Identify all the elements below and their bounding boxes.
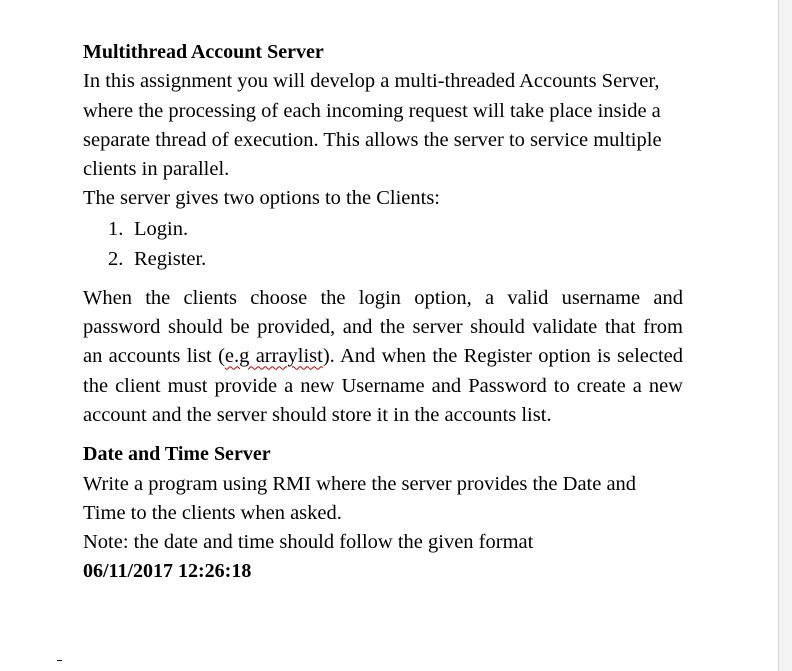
list-item xyxy=(108,214,683,245)
details-text-end: ). And when the Register option is selected the client must provide a new Username and Password to create a new account and the server should store it in the accounts list. xyxy=(83,345,684,426)
section-title-date-time-server: Date and Time Server xyxy=(83,443,271,466)
page-right-margin xyxy=(778,0,792,671)
document-content xyxy=(83,38,683,587)
list-item-label: Register. xyxy=(134,248,207,271)
details-text-start: When the clients choose the login option, a valid username and password should be provided, and the server should validate that from an accounts list ( xyxy=(83,286,683,368)
datetime-example: 06/11/2017 12:26:18 xyxy=(83,560,252,583)
list-item xyxy=(108,244,683,275)
details-paragraph xyxy=(83,284,683,430)
page-mark xyxy=(57,660,62,661)
intro-paragraph: In this assignment you will develop a multi-threaded Accounts Server, where the processing of each incoming request will take place inside a separate thread of execution. This allows the server to service multiple clients in parallel. xyxy=(83,70,662,181)
options-list xyxy=(83,214,683,275)
list-number: 1. xyxy=(108,217,124,240)
list-item-label: Login. xyxy=(134,217,189,240)
spellcheck-flagged-text: e.g arraylist xyxy=(224,345,323,368)
format-note: Note: the date and time should follow the given format xyxy=(83,531,534,554)
rmi-description: Write a program using RMI where the server provides the Date and Time to the clients when asked. xyxy=(83,472,637,524)
options-intro: The server gives two options to the Clients: xyxy=(83,187,440,210)
list-number: 2. xyxy=(108,248,124,271)
section-title-account-server: Multithread Account Server xyxy=(83,41,324,63)
